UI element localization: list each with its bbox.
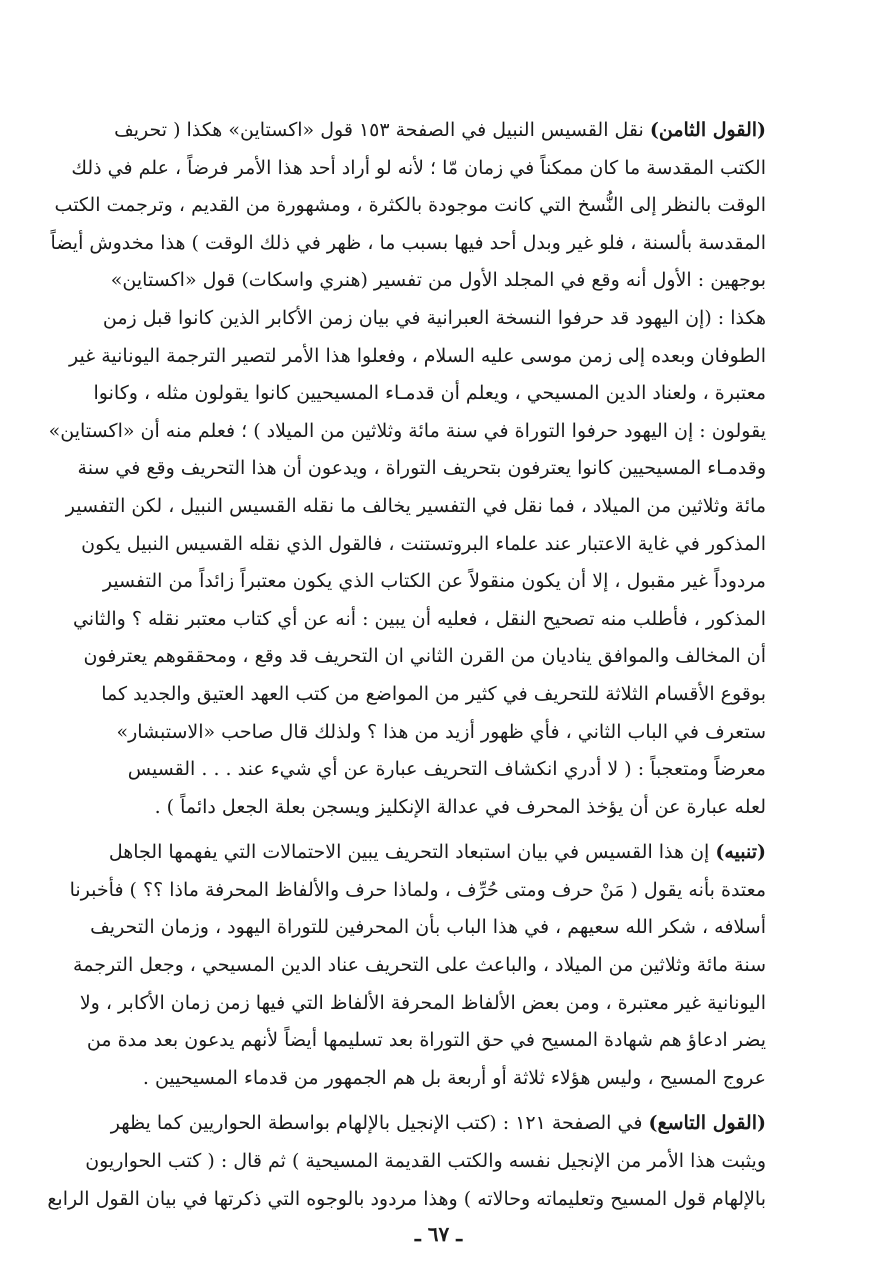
text-line: مردوداً غير مقبول ، إلا أن يكون منقولاً عن الكتاب الذي يكون معتبراً زائداً من التفسير [102, 570, 766, 593]
paragraph-lead: (القول التاسع) [648, 1112, 766, 1135]
text-line: يضر ادعاؤ هم شهادة المسيح في حق التوراة بعد تسليمها أيضاً لأنهم يدعون بعد مدة من [86, 1029, 766, 1052]
text-line: معتبرة ، ولعناد الدين المسيحي ، ويعلم أن قدمـاء المسيحيين كانوا يقولون مثله ، وكانوا [93, 382, 766, 405]
paragraph-ninth-saying [47, 1105, 766, 1218]
text-line: أسلافه ، شكر الله سعيهم ، في هذا الباب بأن المحرفين للتوراة اليهود ، وزمان التحريف [90, 916, 766, 939]
paragraph-gap [128, 1097, 766, 1105]
line-text: في الصفحة ١٢١ : (كتب الإنجيل بالإلهام بواسطة الحواريين كما يظهر [110, 1112, 649, 1135]
page-number: ـ ٦٧ ـ [414, 1222, 463, 1246]
text-line [108, 834, 766, 872]
text-line [110, 1105, 766, 1143]
text-line: عروج المسيح ، وليس هؤلاء ثلاثة أو أربعة بل هم الجمهور من قدماء المسيحيين . [142, 1066, 766, 1089]
text-line: اليونانية غير معتبرة ، ومن بعض الألفاظ المحرفة الألفاظ التي فيها زمن زمان الأكابر ، ولا [79, 991, 766, 1014]
text-line: ستعرف في الباب الثاني ، فأي ظهور أزيد من هذا ؟ ولذلك قال صاحب «الاستبشار» [116, 720, 766, 743]
paragraph-eighth-saying [48, 112, 766, 826]
text-line: معرضاً ومتعجباً : ( لا أدري انكشاف التحريف عبارة عن أي شيء عند . . . القسيس [127, 758, 766, 781]
text-line: سنة مائة وثلاثين من الميلاد ، والباعث على التحريف عناد الدين المسيحي ، وجعل الترجمة [73, 954, 766, 977]
text-line: بالإلهام قول المسيح وتعليماته وحالاته ) وهذا مردود بالوجوه التي ذكرتها في بيان القول الرابع [47, 1187, 766, 1210]
text-line: هكذا : (إن اليهود قد حرفوا النسخة العبرانية في بيان زمن الأكابر الذين كانوا قبل زمن [102, 306, 766, 329]
text-line: المذكور في غاية الاعتبار عند علماء البروتستنت ، فالقول الذي نقله القسيس النبيل يكون [81, 532, 766, 555]
text-line: المذكور ، فأطلب منه تصحيح النقل ، فعليه أن يبين : أنه عن أي كتاب معتبر نقله ؟ والثاني [72, 607, 766, 630]
text-line: الكتب المقدسة ما كان ممكناً في زمان مّا ؛ لأنه لو أراد أحد هذا الأمر فرضاً ، علم في ذلك [71, 156, 766, 179]
text-line: الطوفان وبعده إلى زمن موسى عليه السلام ، وفعلوا هذا الأمر لتصير الترجمة اليونانية غير [69, 344, 766, 367]
text-line: ويثبت هذا الأمر من الإنجيل نفسه والكتب القديمة المسيحية ) ثم قال : ( كتب الحواريون [85, 1150, 766, 1173]
text-line: بوقوع الأقسام الثلاثة للتحريف في كثير من المواضع من كتب العهد العتيق والجديد كما [101, 682, 766, 705]
text-line: بوجهين : الأول أنه وقع في المجلد الأول من تفسير (هنري واسكات) قول «اكستاين» [110, 269, 766, 292]
paragraph-lead: (القول الثامن) [649, 119, 766, 141]
page-body [47, 112, 766, 1218]
text-line: مائة وثلاثين من الميلاد ، فما نقل في التفسير يخالف ما نقله القسيس النبيل ، لكن التفسير [65, 494, 766, 517]
text-line [114, 112, 766, 150]
text-line: وقدمـاء المسيحيين كانوا يعترفون بتحريف التوراة ، ويدعون أن هذا التحريف وقع في سنة [77, 457, 766, 480]
text-line: لعله عبارة عن أن يؤخذ المحرف في عدالة الإنكليز ويسجن بعلة الجعل دائماً ) . [154, 795, 766, 818]
text-line: الوقت بالنظر إلى النُّسخ التي كانت موجودة بالكثرة ، ومشهورة من القديم ، وترجمت الكتب [54, 194, 766, 217]
paragraph-notice [69, 834, 766, 1097]
line-text: إن هذا القسيس في بيان استبعاد التحريف يبين الاحتمالات التي يفهمها الجاهل [108, 841, 716, 864]
text-line: أن المخالف والموافق يناديان من القرن الثاني ان التحريف قد وقع ، ومحققوهم يعترفون [83, 645, 766, 668]
line-text: نقل القسيس النبيل في الصفحة ١٥٣ قول «اكستاين» هكذا ( تحريف [114, 119, 650, 141]
paragraph-lead: (تنبيه) [715, 841, 766, 864]
text-line: يقولون : إن اليهود حرفوا التوراة في سنة مائة وثلاثين من الميلاد ) ؛ فعلم منه أن «اكستاين» [48, 419, 766, 442]
text-line: معتدة بأنه يقول ( مَنْ حرف ومتى حُرِّف ، ولماذا حرف والألفاظ المحرفة ماذا ؟؟ ) فأخبرنا [69, 878, 766, 901]
paragraph-gap [128, 826, 766, 834]
text-line: المقدسة بألسنة ، فلو غير وبدل أحد فيها بسبب ما ، ظهر في ذلك الوقت ) هذا مخدوش أيضاً [50, 231, 766, 254]
